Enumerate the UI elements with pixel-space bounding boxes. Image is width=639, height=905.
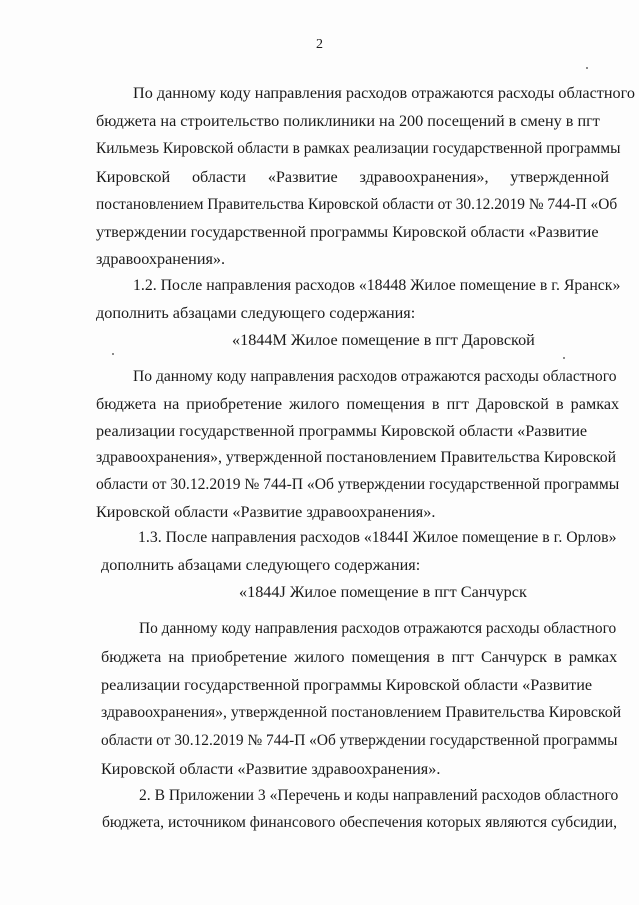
scan-speck (563, 357, 565, 359)
text-line: постановлением Правительства Кировской области от 30.12.2019 № 744-П «Об (96, 196, 618, 213)
text-line: дополнить абзацами следующего содержания: (96, 304, 416, 322)
text-line: области от 30.12.2019 № 744-П «Об утверждении государственной программы (101, 732, 618, 749)
text-line: 1.3. После направления расходов «1844I Жилое помещение в г. Орлов» (138, 529, 617, 546)
word: Кировской (96, 168, 171, 186)
text-line: 2. В Приложении 3 «Перечень и коды направлений расходов областного (139, 787, 619, 804)
text-line: бюджета на приобретение жилого помещения в пгт Даровской в рамках (96, 395, 620, 413)
text-line: области от 30.12.2019 № 744-П «Об утверждении государственной программы (96, 476, 620, 493)
text-line: здравоохранения», утвержденной постановлением Правительства Кировской (96, 449, 617, 466)
scan-speck (112, 353, 114, 355)
word: «Развитие (267, 168, 338, 186)
page-number: 2 (316, 37, 323, 52)
text-line: Кильмезь Кировской области в рамках реализации государственной программы (96, 140, 621, 157)
text-line: реализации государственной программы Кировской области «Развитие (101, 676, 593, 694)
text-line: По данному коду направления расходов отражаются расходы областного (133, 84, 635, 102)
scan-speck (586, 67, 588, 69)
word: здравоохранения», (359, 168, 489, 186)
text-line: бюджета, источником финансового обеспечения которых являются субсидии, (102, 814, 617, 831)
word: утвержденной (510, 168, 609, 186)
code-heading: «1844M Жилое помещение в пгт Даровской (232, 331, 535, 349)
text-line: По данному коду направления расходов отражаются расходы областного (139, 620, 617, 637)
text-line: Кировской области «Развитие здравоохранения». (101, 760, 441, 778)
text-line: реализации государственной программы Кировской области «Развитие (96, 422, 588, 440)
text-line: дополнить абзацами следующего содержания: (101, 556, 421, 574)
code-heading: «1844J Жилое помещение в пгт Санчурск (239, 583, 527, 601)
text-line: здравоохранения», утвержденной постановлением Правительства Кировской (101, 704, 622, 721)
text-line: утверждении государственной программы Кировской области «Развитие (96, 223, 599, 241)
text-line: По данному коду направления расходов отражаются расходы областного (133, 368, 617, 385)
text-line: бюджета на строительство поликлиники на 200 посещений в смену в пгт (96, 112, 600, 130)
text-line: бюджета на приобретение жилого помещения в пгт Санчурск в рамках (101, 648, 618, 666)
text-line: здравоохранения». (96, 250, 226, 268)
word: области (191, 168, 247, 186)
text-line: Кировской области «Развитие здравоохранения». (96, 503, 436, 521)
text-line (96, 167, 609, 187)
text-line: 1.2. После направления расходов «18448 Жилое помещение в г. Яранск» (133, 277, 621, 294)
